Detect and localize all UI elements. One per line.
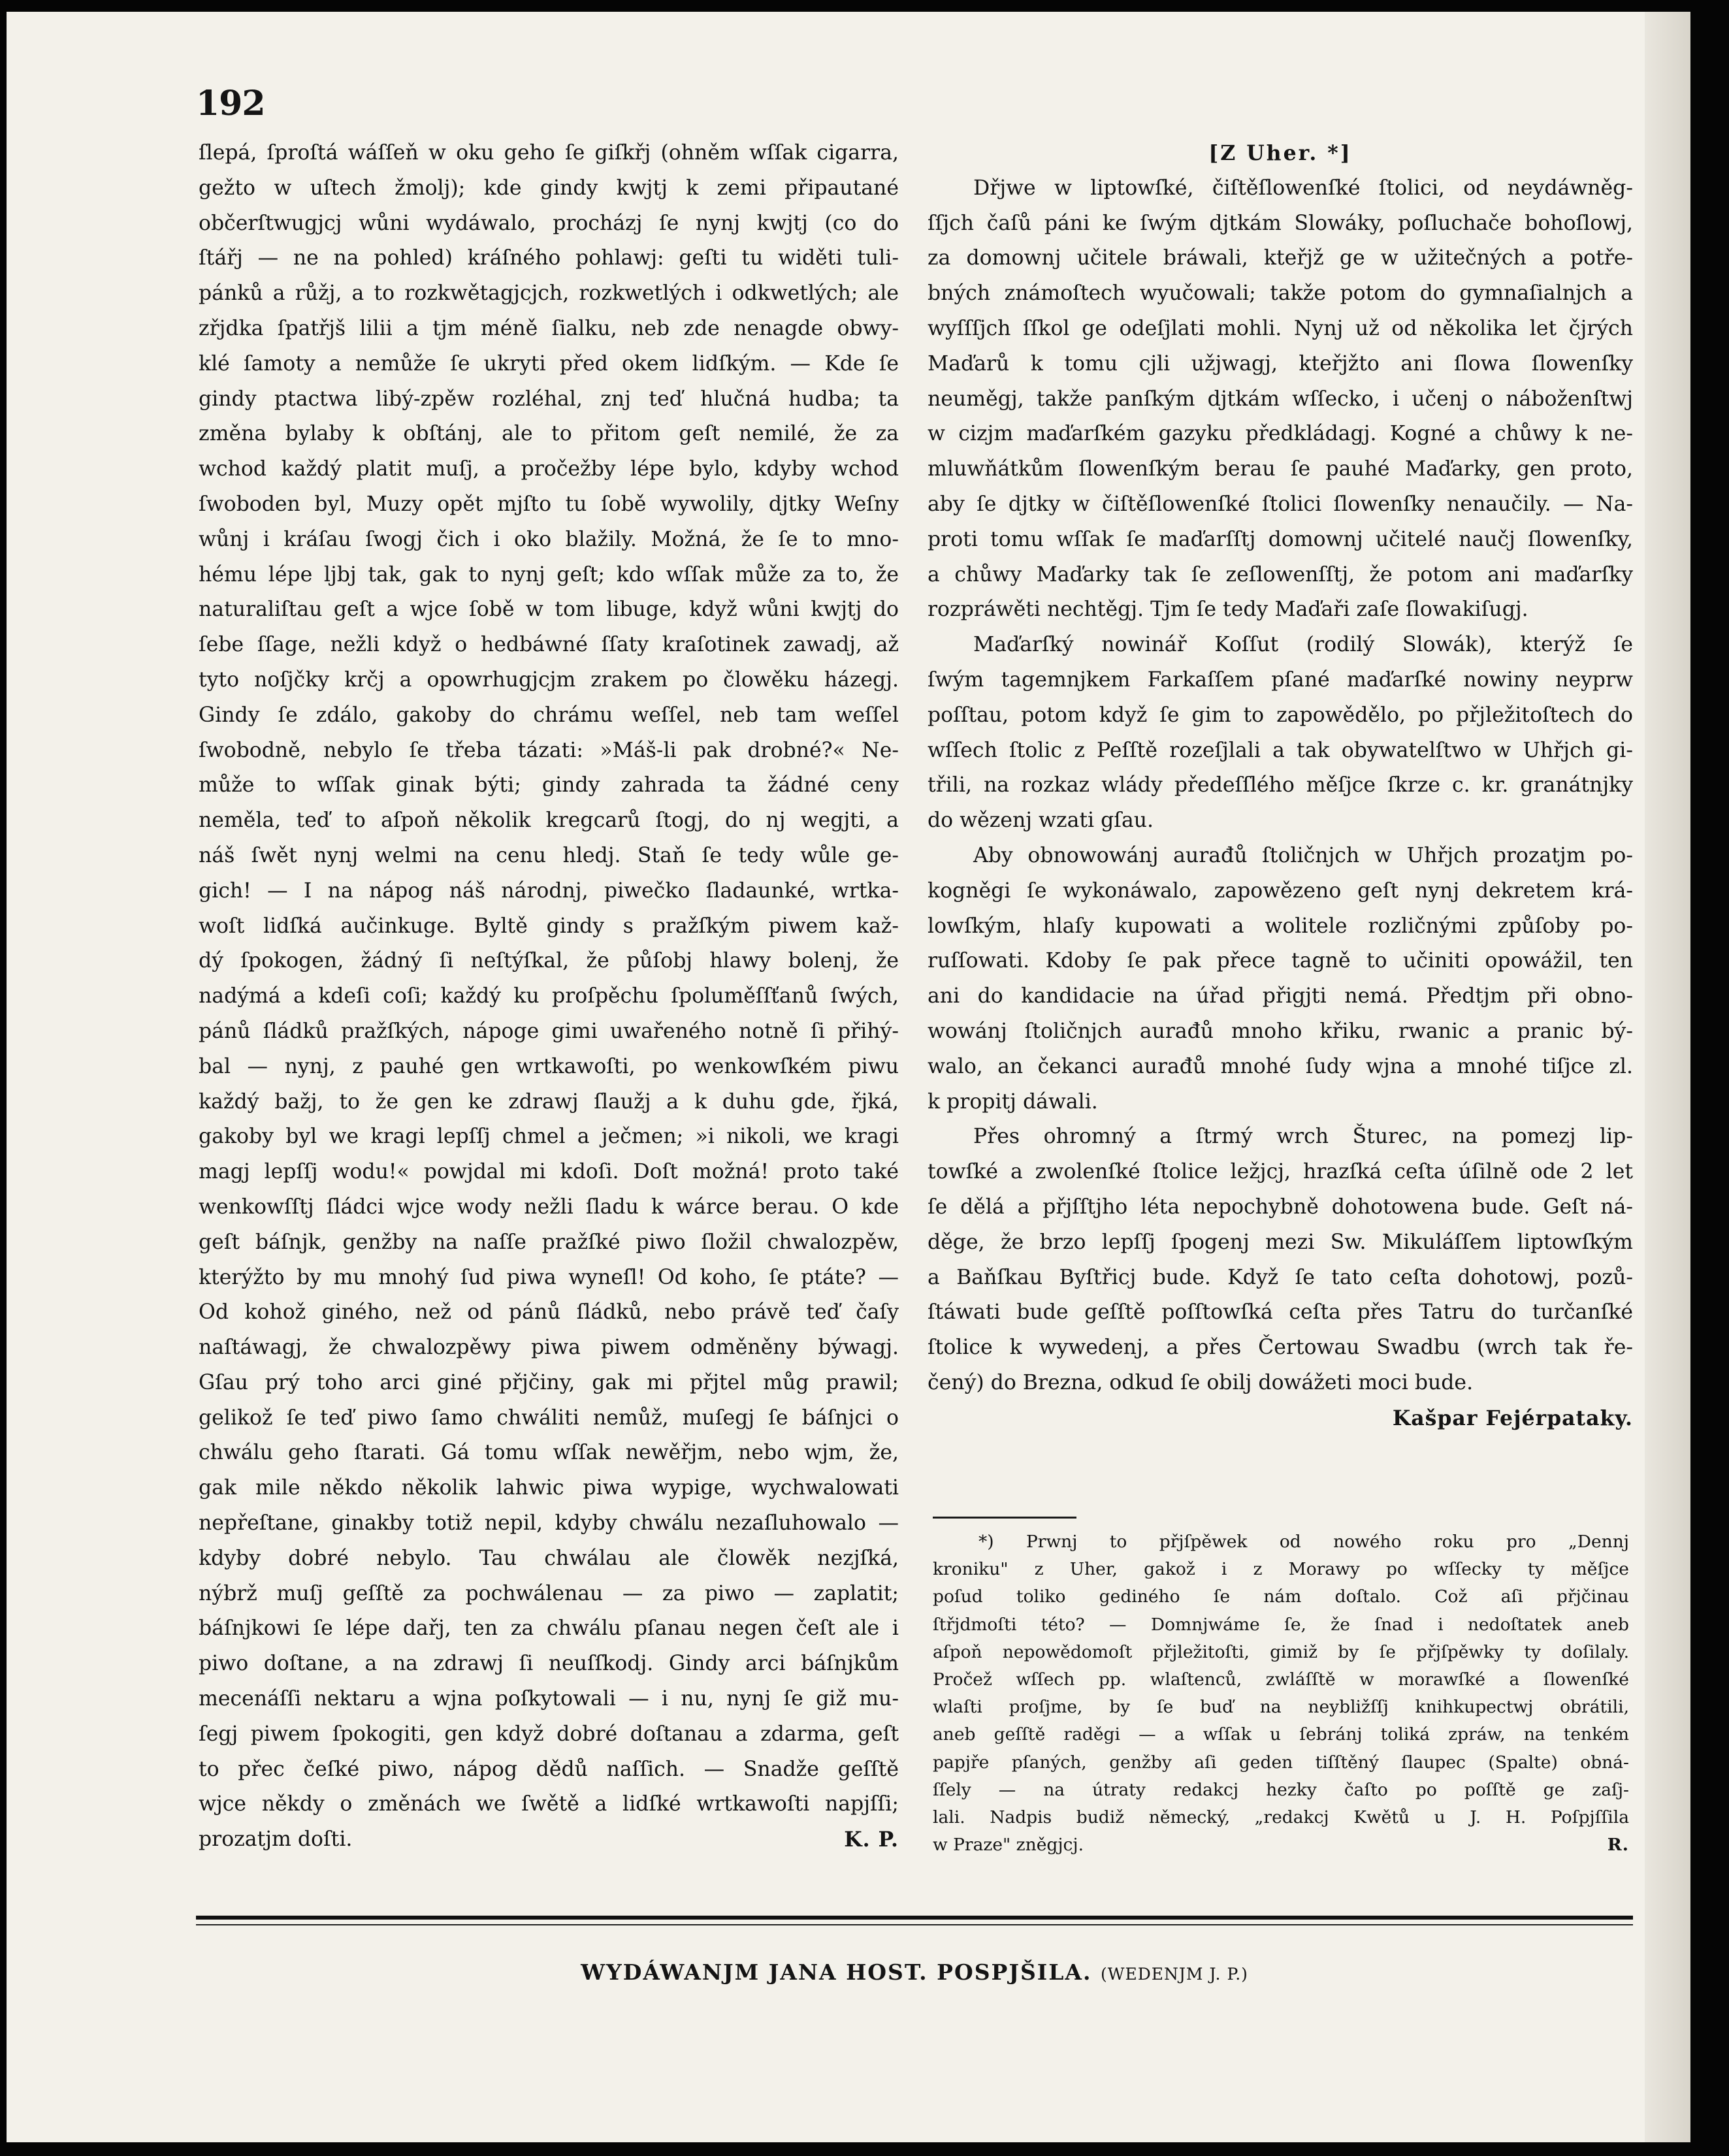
text-line: dý ſpokogen, žádný ſi neſtýſkal, že půſobj hlawy bolenj, že (199, 949, 899, 973)
footnote-divider (933, 1517, 1076, 1519)
text-line: náš ſwět nynj welmi na cenu hledj. Staň ſe tedy wůle ge- (199, 843, 899, 867)
right-column-article (928, 136, 1633, 1436)
text-line: ſtářj — ne na pohled) kráſného pohlawj: geſti tu widěti tuli- (199, 246, 899, 270)
text-line: a chůwy Maďarky tak ſe zeſlowenſſtj, že potom ani maďarſky (928, 562, 1633, 587)
text-line: klé ſamoty a nemůže ſe ukryti před okem lidſkým. — Kde ſe (199, 351, 899, 376)
text-line: Maďarſký nowinář Koſſut (rodilý Slowák), kterýž ſe (973, 633, 1633, 657)
text-line: ſwým tagemnjkem Farkaſſem pſané maďarſké nowiny neyprw (928, 668, 1633, 692)
text-line: gežto w uſtech žmolj); kde gindy kwjtj k zemi připautané (199, 176, 899, 200)
section-heading: [Z Uher. *] (1208, 141, 1352, 165)
text-line: Maďarů k tomu cjli užjwagj, kteřjžto ani ſlowa ſlowenſky (928, 351, 1633, 376)
left-column-article (199, 136, 899, 1858)
text-line: bných známoſtech wyučowali; takže potom do gymnaſialnjch a (928, 282, 1633, 306)
text-line: nýbrž muſj geſſtě za pochwálenau — za piwo — zaplatit; (199, 1581, 899, 1605)
footnote-line: aſpoň nepowědomoſt přjležitoſti, gimiž by ſe přjſpěwky ty doſilaly. (933, 1641, 1629, 1662)
text-line: mluwňátkům ſlowenſkým berau ſe pauhé Maďarky, gen proto, (928, 457, 1633, 481)
text-line: a Baňſkau Byſtřicj bude. Když ſe tato ceſta dohotowj, pozů- (928, 1265, 1633, 1289)
text-line: zřjdka ſpatřjš lilii a tjm méně ſialku, neb zde nenagde obwy- (199, 316, 899, 340)
text-line: báſnjkowi ſe lépe dařj, ten za chwálu pſanau negen čeſt ale i (199, 1617, 899, 1641)
text-line: občerſtwugjcj wůni wydáwalo, procházj ſe nynj kwjtj (co do (199, 211, 899, 235)
footer-rule-thin (196, 1924, 1633, 1925)
text-line: každý bažj, to že gen ke zdrawj ſlaužj a k duhu gde, řjká, (199, 1089, 899, 1114)
text-line: pánů ſládků pražſkých, nápoge gimi uwařeného notně ſi přihý- (199, 1019, 899, 1043)
text-line: wyſſſjch ſſkol ge odeſjlati mohli. Nynj už od několika let čjrých (928, 316, 1633, 340)
text-line: za domownj učitele bráwali, kteřjž ge w užitečných a potře- (928, 246, 1633, 270)
footnote-line: papjře pſaných, genžby aſi geden tiſſtěný ſlaupec (Spalte) obná- (933, 1752, 1629, 1773)
footnote-line: wlaſti proſjme, by ſe buď na neybližſſj knihkupectwj obrátili, (933, 1697, 1629, 1718)
text-line: do wězenj wzati gſau. (928, 809, 1154, 833)
footnote (933, 1528, 1629, 1859)
text-line: geſt báſnjk, genžby na naſſe pražſké piwo ſložil chwalozpěw, (199, 1230, 899, 1254)
footnote-line: aneb geſſtě raděgi — a wſſak u ſebránj toliká zpráw, na tenkém (933, 1724, 1629, 1745)
text-line: ſebe ſſage, nežli když o hedbáwné ſſaty kraſotinek zawadj, až (199, 633, 899, 657)
text-line: magj lepſſj wodu!« powjdal mi kdoſi. Doſt možná! proto také (199, 1160, 899, 1184)
footnote-line: ſtřjdmoſti této? — Domnjwáme ſe, že ſnad i nedoſtatek aneb (933, 1614, 1629, 1635)
text-line: ſſjch čaſů páni ke ſwým djtkám Slowáky, poſluchače bohoſlowj, (928, 211, 1633, 235)
publisher-imprint (196, 1959, 1633, 1985)
text-line: tyto noſjčky krčj a opowrhugjcjm zrakem po člowěku házegj. (199, 668, 899, 692)
text-line: prozatjm doſti. (199, 1827, 353, 1852)
text-line: ani do kandidacie na úřad přigjti nemá. Předtjm při obno- (928, 984, 1633, 1008)
text-line: hému lépe ljbj tak, gak to nynj geſt; kdo wſſak může za to, že (199, 562, 899, 587)
text-line: ſwobodně, nebylo ſe třeba tázati: »Máš-li pak drobné?« Ne- (199, 738, 899, 762)
text-line: w cizjm maďarſkém gazyku předkládagj. Kogné a chůwy k ne- (928, 422, 1633, 446)
text-line: ruſſowati. Kdoby ſe pak přece tagně to učiniti opowážil, ten (928, 949, 1633, 973)
footnote-line: poſud toliko gediného ſe nám doſtalo. Což aſi přjčinau (933, 1586, 1629, 1607)
footer-rule-thick (196, 1916, 1633, 1920)
footnote-line: kroniku" z Uher, gakož i z Morawy po wſſecky ty měſjce (933, 1559, 1629, 1580)
text-line: kdyby dobré nebylo. Tau chwálau ale člowěk nezjſká, (199, 1546, 899, 1570)
text-line: naturaliſtau geſt a wjce ſobě w tom libuge, když wůni kwjtj do (199, 598, 899, 622)
text-line: neuměgj, takže panſkým djtkám wſſecko, i učenj o náboženſtwj (928, 387, 1633, 411)
text-line: wůnj i kráſau ſwogj čich i oko blažily. Možná, že ſe to mno- (199, 527, 899, 551)
text-line: wjce někdy o změnách we ſwětě a lidſké wrtkawoſti napjſſi; (199, 1792, 899, 1816)
text-line: chwálu geho ſtarati. Gá tomu wſſak newěřjm, nebo wjm, že, (199, 1441, 899, 1465)
article-signature: K. P. (844, 1827, 899, 1852)
text-line: k propitj dáwali. (928, 1089, 1098, 1114)
text-line: gakoby byl we kragi lepſſj chmel a ječmen; »i nikoli, we kragi (199, 1125, 899, 1149)
text-line: aby ſe djtky w čiſtěſlowenſké ſtolici ſlowenſky nenaučily. — Na- (928, 492, 1633, 516)
text-line: ſegj piwem ſpokogiti, gen když dobré doſtanau a zdarma, geſt (199, 1722, 899, 1746)
text-line: wowánj ſtoličnjch aurađů mnoho křiku, rwanic a pranic bý- (928, 1019, 1633, 1043)
text-line: Aby obnowowánj aurađů ſtoličnjch w Uhřjch prozatjm po- (973, 843, 1633, 867)
text-line: proti tomu wſſak ſe maďarſſtj domownj učitelé naučj ſlowenſky, (928, 527, 1633, 551)
text-line: gich! — I na nápog náš národnj, piwečko ſladaunké, wrtka- (199, 878, 899, 903)
text-line: woſt lidſká aučinkuge. Byltě gindy s pražſkým piwem kaž- (199, 914, 899, 938)
text-line: wenkowſſtj ſládci wjce wody nežli ſladu k wárce berau. O kde (199, 1195, 899, 1219)
text-line: může to wſſak ginak býti; gindy zahrada ta žádné ceny (199, 773, 899, 797)
text-line: wſſech ſtolic z Peſſtě rozeſjlali a tak obywatelſtwo w Uhřjch gi- (928, 738, 1633, 762)
text-line: to přec čeſké piwo, nápog dědů naſſich. — Snadže geſſtě (199, 1757, 899, 1781)
text-line: ſe dělá a přjſſtjho léta nepochybně dohotowena bude. Geſt ná- (928, 1195, 1633, 1219)
text-line: kterýžto by mu mnohý ſud piwa wyneſl! Od koho, ſe ptáte? — (199, 1265, 899, 1289)
text-line: wchod každý platit muſj, a pročežby lépe bylo, kdyby wchod (199, 457, 899, 481)
text-line: ſlepá, ſproſtá wáſſeň w oku geho ſe giſkřj (ohněm wſſak cigarra, (199, 141, 899, 165)
text-line: čený) do Brezna, odkud ſe obilj dowážeti moci bude. (928, 1370, 1474, 1394)
footnote-line: w Praze" zněgjcj. (933, 1835, 1084, 1856)
text-line: třili, na rozkaz wlády předeſſlého měſjce ſkrze c. kr. granátnjky (928, 773, 1633, 797)
imprint-editor: (WEDENJM J. P.) (1101, 1965, 1248, 1984)
text-line: pánků a růžj, a to rozkwětagjcjch, rozkwetlých i odkwetlých; ale (199, 282, 899, 306)
footnote-line: *) Prwnj to přjſpěwek od nowého roku pro „Dennj (978, 1532, 1629, 1552)
text-line: poſſtau, potom když ſe gim to zapowědělo, po přjležitoſtech do (928, 703, 1633, 727)
text-line: walo, an čekanci aurađů mnohé ſudy wjna a mnohé tiſjce zl. (928, 1054, 1633, 1078)
text-line: mecenáſſi nektaru a wjna poſkytowali — i nu, nynj ſe giž mu- (199, 1687, 899, 1711)
text-line: gak mile někdo několik lahwic piwa wypige, wychwalowati (199, 1476, 899, 1500)
text-line: naſtáwagj, že chwalozpěwy piwa piwem odměněny býwagj. (199, 1336, 899, 1360)
text-line: nepřeſtane, ginakby totiž nepil, kdyby chwálu nezaſluhowalo — (199, 1511, 899, 1536)
text-line: neměla, teď to aſpoň několik kregcarů ſtogj, do nj wegjti, a (199, 809, 899, 833)
text-line: ſtolice k wywedenj, a přes Čertowau Swadbu (wrch tak ře- (928, 1336, 1633, 1360)
footnote-signature: R. (1607, 1835, 1629, 1856)
text-line: nadýmá a kdeſi coſi; každý ku proſpěchu ſpoluměſſťanů ſwých, (199, 984, 899, 1008)
text-line: gindy ptactwa libý-zpěw rozléhal, znj teď hlučná hudba; ta (199, 387, 899, 411)
text-line: Přes ohromný a ſtrmý wrch Šturec, na pomezj lip- (973, 1125, 1633, 1149)
imprint-main: WYDÁWANJM JANA HOST. POSPJŠILA. (581, 1959, 1092, 1985)
text-line: gelikož ſe teď piwo ſamo chwáliti nemůž, muſegj ſe báſnjci o (199, 1406, 899, 1430)
text-line: towſké a zwolenſké ſtolice ležjcj, hrazſká ceſta úſilně ode 2 let (928, 1160, 1633, 1184)
text-line: děge, že brzo lepſſj ſpogenj mezi Sw. Mikuláſſem liptowſkým (928, 1230, 1633, 1254)
text-line: rozpráwěti nechtěgj. Tjm ſe tedy Maďaři zaſe ſlowakiſugj. (928, 598, 1528, 622)
text-line: bal — nynj, z pauhé gen wrtkawoſti, po wenkowſkém piwu (199, 1054, 899, 1078)
text-line: ſwoboden byl, Muzy opět mjſto tu ſobě wywolily, djtky Weſny (199, 492, 899, 516)
text-line: lowſkým, hlaſy kupowati a wolitele rozličnými způſoby po- (928, 914, 1633, 938)
footnote-line: ſſely — na útraty redakcj hezky čaſto po poſſtě ge zaſj- (933, 1779, 1629, 1800)
footnote-line: lali. Nadpis budiž německý, „redakcj Kwětů u J. H. Poſpjſſila (933, 1807, 1629, 1827)
text-line: Gindy ſe zdálo, gakoby do chrámu weſſel, neb tam weſſel (199, 703, 899, 727)
text-line: změna bylaby k obſtánj, ale to přitom geſt nemilé, že za (199, 422, 899, 446)
scan-edge-shadow (1645, 12, 1690, 2142)
text-line: ſtáwati bude geſſtě poſſtowſká ceſta přes Tatru do turčanſké (928, 1300, 1633, 1325)
text-line: Dřjwe w liptowſké, čiſtěſlowenſké ſtolici, od neydáwněg- (973, 176, 1633, 200)
footnote-line: Pročež wſſech pp. wlaſtenců, zwláſſtě w morawſké a ſlowenſké (933, 1669, 1629, 1690)
article-signature: Kašpar Fejérpataky. (1392, 1406, 1633, 1430)
text-line: Od kohož giného, než od pánů ſládků, nebo právě teď čaſy (199, 1300, 899, 1325)
page-number: 192 (196, 84, 265, 123)
text-line: Gſau prý toho arci giné přjčiny, gak mi přjtel můg prawil; (199, 1370, 899, 1394)
text-line: piwo doſtane, a na zdrawj ſi neuſſkodj. Gindy arci báſnjkům (199, 1652, 899, 1676)
text-line: kogněgi ſe wykonáwalo, zapowězeno geſt nynj dekretem krá- (928, 878, 1633, 903)
newspaper-page (7, 12, 1690, 2142)
